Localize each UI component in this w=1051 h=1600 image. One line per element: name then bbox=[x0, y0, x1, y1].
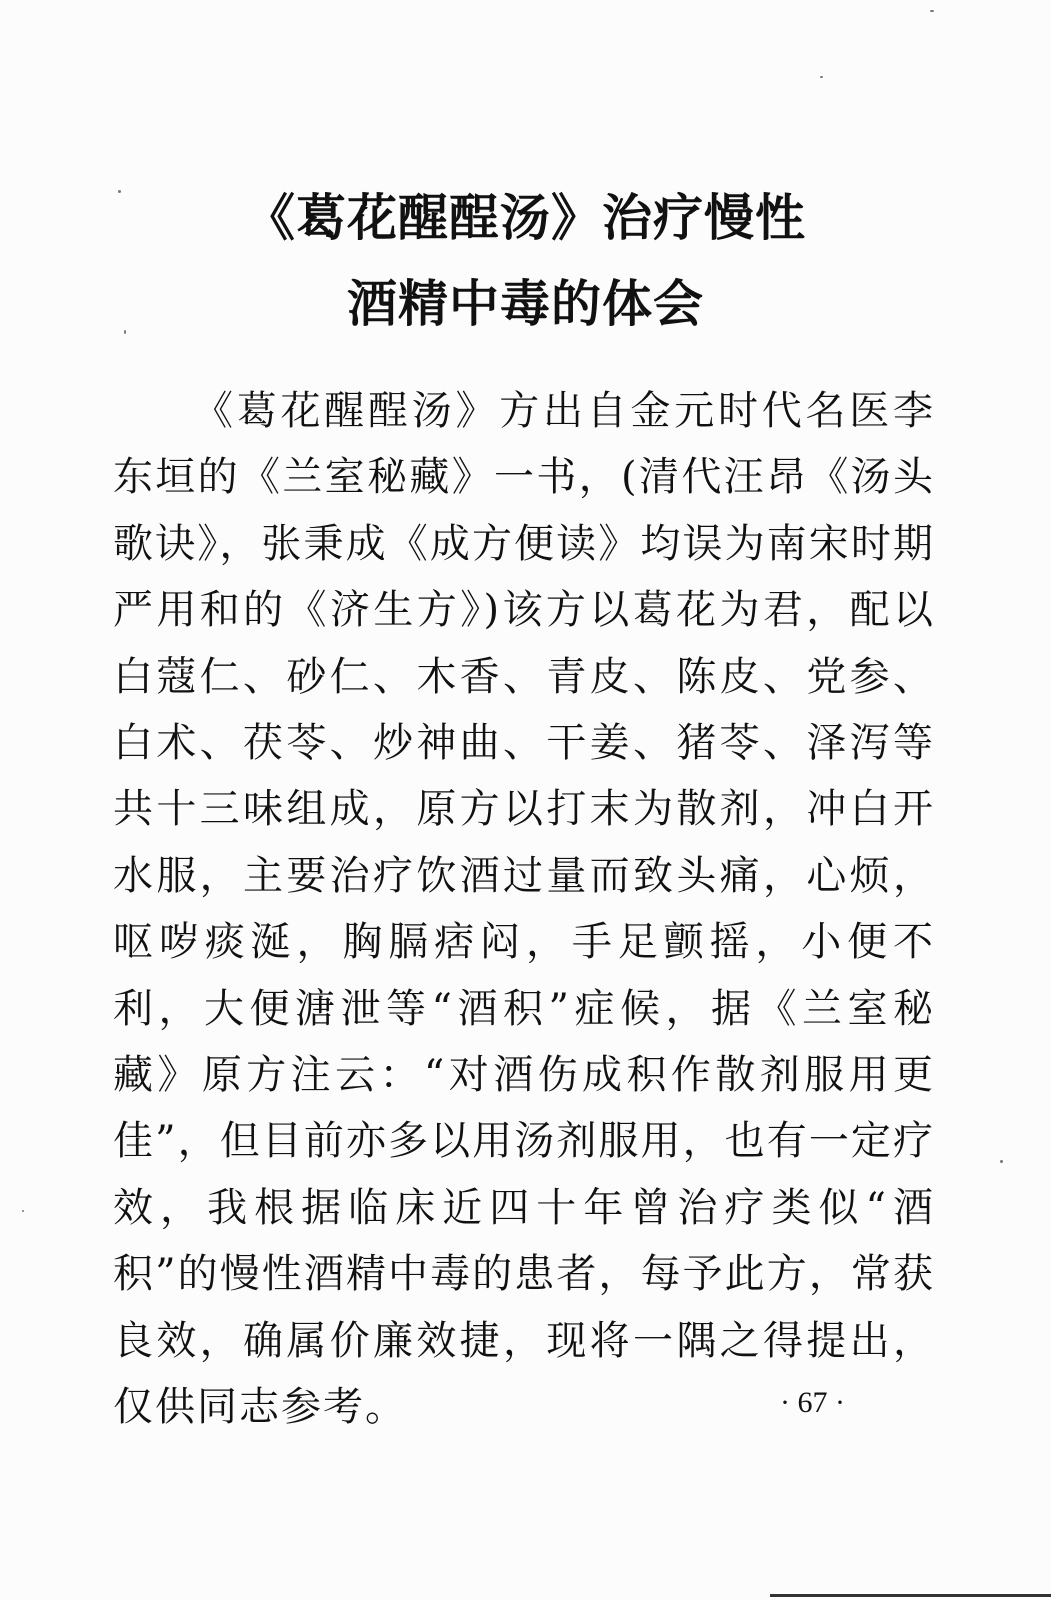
scan-speck bbox=[930, 10, 934, 12]
scan-speck bbox=[22, 1210, 24, 1212]
title-line-2: 酒精中毒的体会 bbox=[347, 275, 704, 333]
page-number: · 67 · bbox=[780, 1386, 845, 1419]
article-title bbox=[0, 175, 1051, 347]
bottom-edge-rule bbox=[770, 1594, 1051, 1597]
scan-speck bbox=[820, 76, 823, 78]
title-line-1: 《葛花醒酲汤》治疗慢性 bbox=[245, 189, 806, 247]
scan-speck bbox=[1000, 1160, 1003, 1163]
scan-speck bbox=[124, 330, 126, 334]
scan-speck bbox=[118, 190, 121, 193]
body-paragraph: 《葛花醒酲汤》方出自金元时代名医李东垣的《兰室秘藏》一书，(清代汪昂《汤头歌诀》，张秉成《成方便读》均误为南宋时期严用和的《济生方》)该方以葛花为君，配以白蔻仁、砂仁、木香、青皮、陈皮、党参、白术、茯苓、炒神曲、干姜、猪苓、泽泻等共十三味组成，原方以打末为散剂，冲白开水服，主要治疗饮酒过量而致头痛，心烦，呕哕痰涎，胸膈痞闷，手足颤摇，小便不利，大便溏泄等“酒积”症候，据《兰室秘藏》原方注云：“对酒伤成积作散剂服用更佳”，但目前亦多以用汤剂服用，也有一定疗效，我根据临床近四十年曾治疗类似“酒积”的慢性酒精中毒的患者，每予此方，常获良效，确属价廉效捷，现将一隅之得提出，仅供同志参考。 bbox=[113, 388, 935, 1431]
